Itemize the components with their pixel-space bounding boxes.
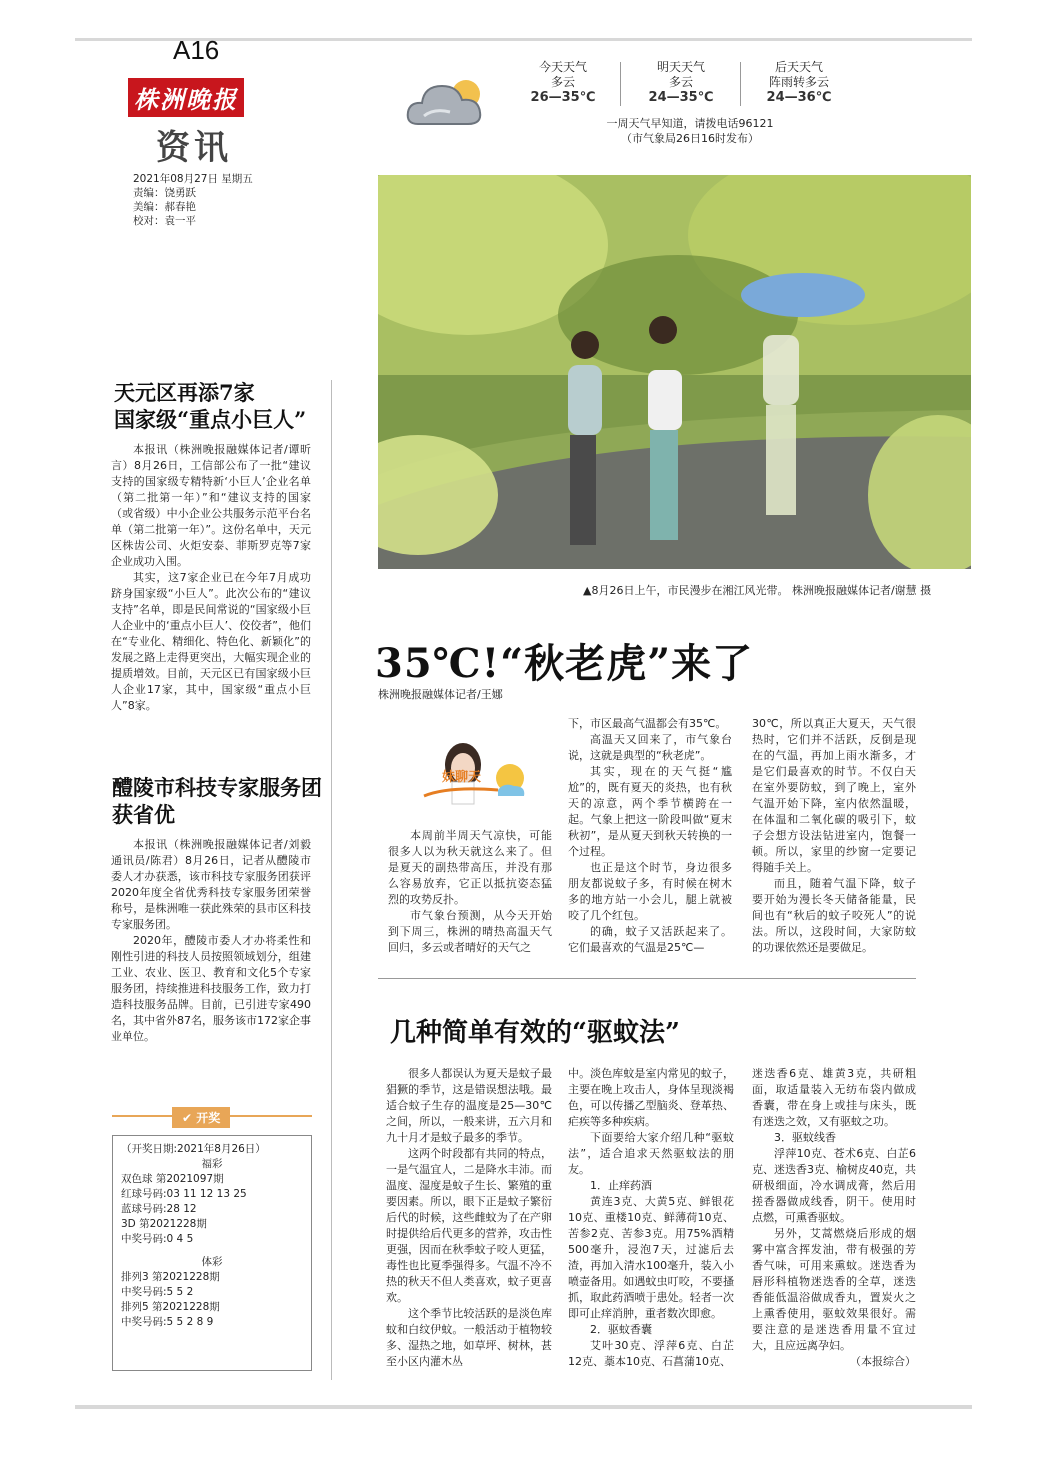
story1-paragraph: 本报讯（株洲晚报融媒体记者/谭昕言）8月26日，工信部公布了一批“建议支持的国家级专精特新‘小巨人’企业名单（第二批第一年）”和“建议支持的国家（或省级）中小企业公共服务示范平台名单（第二批第一年）”。这份名单中，天元区株齿公司、火炬安泰、菲斯罗克等7家企业成功入围。	[111, 443, 311, 568]
story2-title	[112, 774, 322, 828]
story1-paragraph: 其实，这7家企业已在今年7月成功跻身国家级“小巨人”。此次公布的“建议支持”名单，即是民间常说的“国家级小巨人企业中的‘重点小巨人’、佼佼者”，他们在“专业化、精细化、特色化、新颖化”的发展之路上走得更突出，大幅实现企业的提质增效。目前，天元区已有国家级小巨人企业17家，其中，国家级“重点小巨人”8家。	[111, 571, 311, 712]
article2-paragraph: 下面要给大家介绍几种“驱蚊法”，适合追求天然驱蚊法的朋友。	[568, 1131, 734, 1176]
article1-paragraph: 的确，蚊子又活跃起来了。它们最喜欢的气温是25℃—	[568, 925, 732, 954]
article2-paragraph: 迷迭香6克、雄黄3克，共研粗面，取适量装入无纺布袋内做成香囊，带在身上或挂与床头，既有迷迭之效，又有驱蚊之功。	[752, 1067, 916, 1128]
lottery-line: 排列5 第2021228期	[121, 1301, 220, 1313]
weather-after	[744, 60, 854, 105]
article2-paragraph: 很多人都误认为夏天是蚊子最猖獗的季节，这是错误想法哦。最适合蚊子生存的温度是25—30℃之间，所以，一般来讲，五六月和九十月才是蚊子最多的季节。	[386, 1067, 552, 1144]
story1-title-line2: 国家级“重点小巨人”	[114, 407, 307, 432]
issue-meta	[133, 172, 253, 228]
article2-paragraph: 这两个时段都有共同的特点，一是气温宜人，二是降水丰沛。而温度、湿度是蚊子生长、繁殖的重要因素。所以，眼下正是蚊子繁衍后代的时候，这些雌蚊为了在产卵时提供给后代更多的营养，攻击性更强，因而在秋季蚊子咬人更猛，毒性也比夏季强得多。气温不冷不热的秋天不但人类喜欢，蚊子更喜欢。	[386, 1147, 552, 1304]
article2-paragraph: 黄连3克、大黄5克、鲜银花10克、重楼10克、鲜薄荷10克、苦参2克、苦参3克。用75%酒精500毫升，浸泡7天，过滤后去渣，再加入清水100毫升，装入小喷壶备用。如遇蚊虫叮咬，不要搔抓，取此药酒喷于患处。轻者一次即可止痒消肿，重者数次即愈。	[568, 1195, 734, 1320]
lottery-line: 中奖号码:0 4 5	[121, 1233, 194, 1245]
lottery-line: 排列3 第2021228期	[121, 1271, 220, 1283]
article2-source: （本报综合）	[850, 1355, 916, 1368]
article2-headline: 几种简单有效的“驱蚊法”	[390, 1018, 680, 1048]
story1-title-line1: 天元区再添7家	[114, 380, 255, 405]
section-divider	[378, 978, 916, 979]
article2-column-3	[752, 1066, 916, 1370]
lottery-line: 中奖号码:5 5 2 8 9	[121, 1316, 214, 1328]
article2-column-1	[386, 1066, 552, 1370]
article2-paragraph: 艾叶30克、浮萍6克、白芷12克、藁本10克、石菖蒲10克、	[568, 1339, 734, 1368]
check-icon: ✔	[182, 1111, 193, 1125]
story2-title-line1: 醴陵市科技专家服务团	[112, 775, 322, 800]
story1-body	[111, 442, 311, 714]
weather-note	[560, 116, 820, 146]
article2-paragraph: 1．止痒药酒	[590, 1179, 652, 1192]
column-divider	[331, 380, 332, 1380]
weather-today	[508, 60, 618, 105]
article2-column-2	[568, 1066, 734, 1370]
story2-paragraph: 2020年，醴陵市委人才办将柔性和刚性引进的科技人员按照领域划分，组建工业、农业、医卫、教育和文化5个专家服务团，持续推进科技服务工作，致力打造科技服务品牌。目前，已引进专家490名，其中省外87名，服务该市172家企事业单位。	[111, 934, 311, 1043]
article2-paragraph: 中。淡色库蚊是室内常见的蚊子，主要在晚上攻击人，身体呈现淡褐色，可以传播乙型脑炎、登革热、疟疾等多种疾病。	[568, 1067, 734, 1128]
weather-tomorrow-temp: 24—35℃	[648, 90, 714, 105]
weather-tomorrow	[626, 60, 736, 105]
article2-paragraph: 3．驱蚊线香	[774, 1131, 836, 1144]
cloud-sun-icon	[404, 72, 496, 132]
page-number: A16	[173, 35, 220, 65]
sports-lottery-title: 体彩	[201, 1256, 223, 1268]
article1-column-3	[752, 716, 916, 956]
weather-after-temp: 24—36℃	[766, 90, 832, 105]
bottom-rule	[75, 1405, 972, 1409]
weather-divider	[740, 62, 741, 106]
article1-column-1	[388, 828, 552, 956]
article1-paragraph: 本周前半周天气凉快，可能很多人以为秋天就这么来了。但是夏天的副热带高压，并没有那么容易放弃，它正以抵抗姿态猛烈的攻势反扑。	[388, 829, 552, 906]
weather-today-label: 今天天气	[538, 60, 587, 74]
article1-byline: 株洲晚报融媒体记者/王娜	[378, 688, 503, 701]
lottery-line: 3D 第2021228期	[121, 1218, 207, 1230]
article1-column-2	[568, 716, 732, 956]
weather-hotline: 一周天气早知道，请拨电话96121	[606, 117, 774, 130]
welfare-lottery-title: 福彩	[201, 1158, 223, 1170]
article2-paragraph: 浮萍10克、苍术6克、白芷6克、迷迭香3克、榆树皮40克，共研极细面，冷水调成膏，然后用搓香器做成线香，阴干。使用时点燃，可熏香驱蚊。	[752, 1147, 916, 1224]
lottery-line: 红球号码:03 11 12 13 25	[121, 1188, 247, 1200]
article2-paragraph: 2．驱蚊香囊	[590, 1323, 652, 1336]
weather-after-cond: 阵雨转多云	[768, 75, 829, 89]
lottery-line: 双色球 第2021097期	[121, 1173, 224, 1185]
story2-paragraph: 本报讯（株洲晚报融媒体记者/刘毅 通讯员/陈君）8月26日，记者从醴陵市委人才办获悉，该市科技专家服务团获评2020年度全省优秀科技专家服务团荣誉称号，是株洲唯一获此殊荣的县市区科技专家服务团。	[111, 838, 311, 931]
article1-paragraph: 高温天又回来了，市气象台说，这就是典型的“秋老虎”。	[568, 733, 732, 762]
weather-after-label: 后天天气	[774, 60, 823, 74]
article1-paragraph: 也正是这个时节，身边很多朋友都说蚊子多，有时候在树木多的地方站一小会儿，腿上就被咬了几个红包。	[568, 861, 732, 922]
lottery-date: （开奖日期:2021年8月26日）	[121, 1143, 266, 1155]
lottery-badge	[172, 1107, 230, 1128]
masthead-logo: 株洲晚报	[128, 78, 244, 117]
proofreader-credit: 校对：袁一平	[133, 215, 196, 227]
lottery-line: 中奖号码:5 5 2	[121, 1286, 194, 1298]
column-logo-text: 妹聊天	[442, 770, 482, 785]
art-editor-credit: 美编：郝春艳	[133, 201, 196, 213]
story1-title	[114, 379, 306, 433]
lottery-box	[112, 1107, 312, 1371]
story2-title-line2: 获省优	[112, 802, 175, 827]
lottery-header	[112, 1107, 312, 1129]
article1-headline: 35℃!“秋老虎”来了	[375, 640, 754, 687]
article1-paragraph: 其实，现在的天气挺“尴尬”的，既有夏天的炎热，也有秋天的凉意，两个季节横跨在一起。气象上把这一阶段叫做“夏末秋初”，是从夏天到秋天转换的一个过程。	[568, 765, 732, 858]
section-title: 资讯	[156, 128, 232, 168]
lottery-line: 蓝球号码:28 12	[121, 1203, 197, 1215]
weather-tomorrow-cond: 多云	[668, 75, 693, 89]
weather-today-cond: 多云	[550, 75, 575, 89]
weather-today-temp: 26—35℃	[530, 90, 596, 105]
article1-paragraph: 市气象台预测，从今天开始到下周三，株洲的晴热高温天气回归，多云或者晴好的天气之	[388, 909, 552, 954]
lottery-badge-label: 开奖	[196, 1111, 221, 1125]
lottery-results	[112, 1135, 312, 1371]
news-photo	[378, 175, 971, 569]
article1-paragraph: 下，市区最高气温都会有35℃。	[568, 717, 727, 730]
article1-paragraph: 而且，随着气温下降，蚊子要开始为漫长冬天储备能量，民间也有“秋后的蚊子咬死人”的说法。所以，这段时间，大家防蚊的功课依然还是要做足。	[752, 877, 916, 954]
photo-caption: ▲8月26日上午，市民漫步在湘江风光带。 株洲晚报融媒体记者/谢慧 摄	[583, 584, 932, 597]
weather-source: （市气象局26日16时发布）	[621, 132, 759, 145]
story2-body	[111, 837, 311, 1045]
article2-paragraph: 另外，艾蒿燃烧后形成的烟雾中富含挥发油，带有极强的芳香气味，可用来熏蚊。迷迭香为唇形科植物迷迭香的全草，迷迭香能低温浴做成香丸，置炭火之上熏香使用，驱蚊效果很好。需要注意的是迷迭香用量不宜过大，且应远离孕妇。	[752, 1227, 916, 1352]
weather-divider	[620, 62, 621, 106]
article1-paragraph: 30℃，所以真正大夏天，天气很热时，它们并不活跃，反倒是现在的气温，再加上雨水渐多，才是它们最喜欢的时节。不仅白天在室外要防蚊，到了晚上，室外气温开始下降，室内依然温暖，在体温和二氧化碳的吸引下，蚊子会想方设法钻进室内，饱餐一顿。所以，家里的纱窗一定要记得随手关上。	[752, 717, 916, 874]
issue-date: 2021年08月27日 星期五	[133, 173, 253, 185]
article2-paragraph: 这个季节比较活跃的是淡色库蚊和白纹伊蚊。一般活动于植物较多、湿热之地，如草坪、树林，甚至小区内灌木丛	[386, 1307, 552, 1368]
editor-credit: 责编：饶勇跃	[133, 187, 196, 199]
weather-tomorrow-label: 明天天气	[656, 60, 705, 74]
